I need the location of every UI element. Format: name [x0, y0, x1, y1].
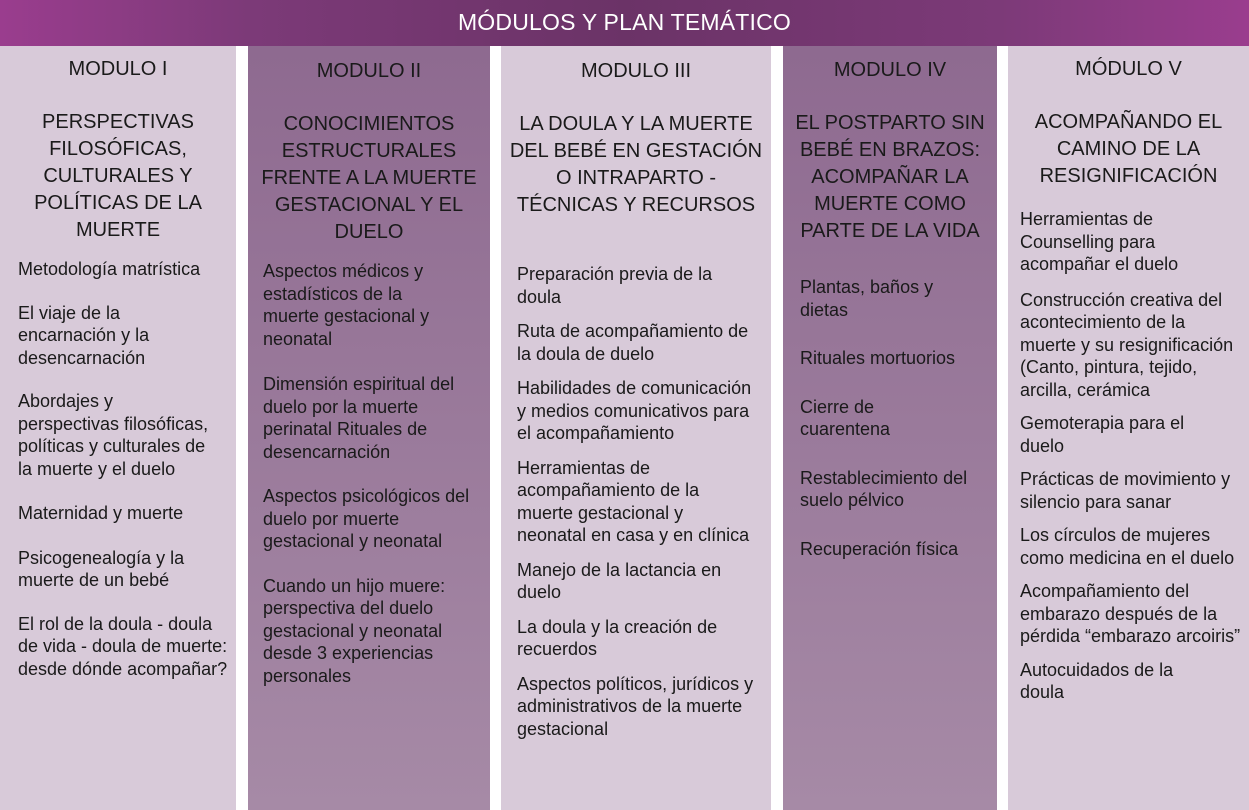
list-item: Aspectos políticos, jurídicos y administrativos de la muerte gestacional [517, 673, 754, 739]
module-topics-list [1020, 208, 1241, 704]
module-topics-list [18, 258, 228, 680]
module-topics-list [800, 276, 991, 560]
module-topics-list [517, 263, 757, 740]
page-header [0, 0, 1249, 46]
list-item: Herramientas de Counselling para acompañar el duelo [1020, 209, 1179, 274]
list-item: Recuperación física [800, 538, 959, 559]
module-label: MODULO IV [833, 59, 947, 81]
list-item: Aspectos psicológicos del duelo por muerte gestacional y neonatal [263, 486, 470, 551]
module-label: MODULO II [316, 60, 422, 82]
module-label: MODULO III [580, 60, 691, 82]
list-item: Preparación previa de la doula [517, 264, 713, 307]
module-column-3 [501, 46, 771, 810]
module-column-2 [248, 46, 490, 810]
module-title: EL POSTPARTO SIN BEBÉ EN BRAZOS: ACOMPAÑAR LA MUERTE COMO PARTE DE LA VIDA [795, 112, 985, 242]
module-heading [1008, 56, 1249, 190]
list-item: Restablecimiento del suelo pélvico [800, 467, 968, 510]
list-item: Metodología matrística [18, 259, 201, 279]
list-item: El rol de la doula - doula de vida - doula de muerte: desde dónde acompañar? [18, 613, 228, 679]
module-column-4 [783, 46, 997, 810]
list-item: Maternidad y muerte [18, 503, 184, 523]
module-title: LA DOULA Y LA MUERTE DEL BEBÉ EN GESTACIÓN O INTRAPARTO - TÉCNICAS Y RECURSOS [509, 113, 763, 216]
list-item: Aspectos médicos y estadísticos de la muerte gestacional y neonatal [263, 261, 430, 349]
module-column-5 [1008, 46, 1249, 810]
module-heading [783, 57, 997, 245]
list-item: Plantas, baños y dietas [800, 277, 934, 320]
list-item: Construcción creativa del acontecimiento de la muerte y su resignificación (Canto, pintura, tejido, arcilla, cerámica [1020, 289, 1234, 400]
module-heading [501, 58, 771, 219]
list-item: Ruta de acompañamiento de la doula de duelo [517, 321, 749, 364]
list-item: Dimensión espiritual del duelo por la muerte perinatal Rituales de desencarnación [263, 374, 455, 462]
list-item: Acompañamiento del embarazo después de la pérdida “embarazo arcoiris” [1020, 581, 1241, 646]
list-item: Cierre de cuarentena [800, 396, 891, 439]
module-topics-list [263, 260, 482, 687]
module-title: PERSPECTIVAS FILOSÓFICAS, CULTURALES Y POLÍTICAS DE LA MUERTE [34, 111, 202, 241]
module-column-1 [0, 46, 236, 810]
list-item: Herramientas de acompañamiento de la muerte gestacional y neonatal en casa y en clínica [517, 457, 750, 545]
list-item: Prácticas de movimiento y silencio para sanar [1020, 469, 1231, 512]
list-item: La doula y la creación de recuerdos [517, 616, 718, 659]
list-item: Habilidades de comunicación y medios comunicativos para el acompañamiento [517, 378, 752, 443]
list-item: El viaje de la encarnación y la desencarnación [18, 302, 150, 368]
list-item: Los círculos de mujeres como medicina en el duelo [1020, 525, 1235, 568]
list-item: Psicogenealogía y la muerte de un bebé [18, 547, 185, 590]
module-title: ACOMPAÑANDO EL CAMINO DE LA RESIGNIFICACIÓN [1034, 111, 1223, 187]
list-item: Abordajes y perspectivas filosóficas, políticas y culturales de la muerte y el duelo [18, 391, 209, 479]
module-heading [248, 58, 490, 246]
module-title: CONOCIMIENTOS ESTRUCTURALES FRENTE A LA MUERTE GESTACIONAL Y EL DUELO [261, 113, 477, 243]
list-item: Gemoterapia para el duelo [1020, 413, 1185, 456]
list-item: Manejo de la lactancia en duelo [517, 559, 722, 602]
module-label: MODULO I [68, 58, 168, 80]
module-label: MÓDULO V [1075, 58, 1182, 80]
page-title: MÓDULOS Y PLAN TEMÁTICO [457, 9, 792, 35]
module-heading [0, 56, 236, 244]
list-item: Cuando un hijo muere: perspectiva del duelo gestacional y neonatal desde 3 experiencias personales [263, 575, 446, 686]
list-item: Autocuidados de la doula [1020, 659, 1174, 702]
list-item: Rituales mortuorios [800, 348, 956, 368]
